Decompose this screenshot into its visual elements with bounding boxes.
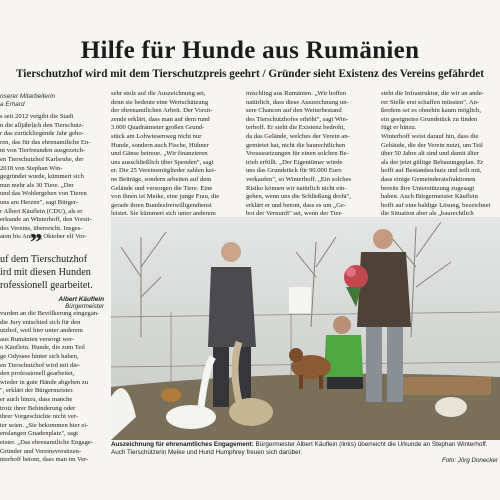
text-line: steht die Infrastruktur, die wir an ande- — [381, 90, 484, 97]
text-line: ter seien. „Sie bekommen hier ei- — [0, 421, 89, 429]
text-line: uns das Grundstück für 90.000 Euro — [246, 167, 342, 175]
text-line: Gebäude, die der Verein nutzt, um Teil — [381, 141, 483, 149]
text-line: utzhof, weil hier unter anderem — [0, 327, 83, 335]
text-line: verkaufen", so Winterhoff. „Ein solches — [246, 175, 352, 183]
byline — [0, 93, 55, 109]
text-line: denn sie bedeute eine Wertschätzung — [111, 98, 209, 106]
text-line: rofessionell gearbeitet. — [0, 279, 93, 291]
text-line: Gelände und versorgen die Tiere. Eine — [111, 184, 213, 192]
article-photo — [111, 217, 500, 440]
text-line: uf dem Tierschutzhof — [0, 254, 88, 265]
text-line: ne Beiträge, sondern arbeiten auf dem — [111, 175, 212, 183]
caption-bold: Auszeichnung für ehrenamtliches Engagement: — [111, 441, 254, 448]
text-line: leistet. Sie kümmert sich unter anderem — [111, 210, 216, 218]
subheadline: Tierschutzhof wird mit dem Tierschutzpreis geehrt / Gründer sieht Existenz des Vereins gefährdet — [16, 68, 484, 80]
pull-quote — [0, 230, 104, 311]
quote-role: Bürgermeister — [65, 303, 104, 311]
text-line: 3.000 Quadratmeter großen Grund- — [111, 124, 205, 132]
text-line: von ihnen ist Meike, eine junge Frau, die — [111, 193, 220, 201]
text-line: er auch hinzu, dass manche — [0, 395, 73, 403]
text-line: uns am Herzen", sagt Bürger- — [0, 198, 79, 206]
column-2 — [111, 90, 235, 228]
text-line: erkunde an Winterhoff, den Vorsit- — [0, 216, 92, 224]
headline: Hilfe für Hunde aus Rumänien — [80, 37, 420, 64]
text-line: nterhoff betont, dass man im Ver- — [0, 456, 89, 464]
text-line: hofft auf eine baldige Lösung, bezeichnet — [381, 201, 491, 209]
text-line: enslangen Gnadenplatz", sagt — [0, 430, 78, 438]
text-line: stück am Lohwiesenweg nicht nur — [111, 132, 202, 140]
text-line: bereits ihre Unterstützung zugesagt — [381, 184, 475, 192]
text-line: Gründer und Vereinsvorsitzen- — [0, 447, 82, 455]
text-line: des Tierschutzhofes erhöht", sagt Win- — [246, 115, 349, 123]
text-line: dass einige Gemeinderatsfraktionen — [381, 175, 476, 183]
text-line: en Tierschutzhof wird mit die- — [0, 361, 81, 369]
text-line: wieder in gute Hände abgeben zu — [0, 378, 89, 386]
text-line: en Tierschutzhof Karlsruhe, der — [0, 155, 84, 163]
text-line: r Albert Käuflein (CDU), als er — [0, 207, 83, 215]
quote-text — [0, 254, 104, 292]
text-line: gehen, wenn uns die Schließung droht", — [246, 193, 352, 201]
text-line: sehr stolz auf die Auszeichnung sei, — [111, 90, 206, 97]
text-line: mischling aus Rumänien. „Wir hoffen — [246, 90, 347, 97]
text-line: haben. Auch Bürgermeister Käuflein — [381, 193, 478, 201]
text-line: ge Odyssee hinter sich haben, — [0, 352, 79, 360]
text-line: des Vereins, überreicht. Insges- — [0, 224, 83, 232]
text-line: n die alljährlich den Tierschutz- — [0, 121, 84, 129]
text-line: da das Gelände, welches der Verein an- — [246, 132, 350, 140]
text-line: erklärt er und betont, dass es um „Ge- — [246, 201, 346, 209]
photo-credit: Foto: Jörg Donecker — [441, 457, 498, 464]
quote-mark: ” — [30, 230, 42, 256]
text-line: ird mit diesen Hunden — [0, 266, 91, 278]
text-line: uns ausschließlich über Spenden", sagt — [111, 158, 214, 166]
photo-caption — [111, 441, 500, 457]
text-line: vurden an die Bevölkerung eingegan- — [0, 310, 100, 317]
text-line: ein geeignetes Grundstück zu finden — [381, 115, 478, 123]
column-1-top — [0, 113, 104, 242]
text-line: ihrer Vorgeschichte nicht ver- — [0, 413, 79, 421]
text-line: Winterhoff weist darauf hin, dass die — [381, 132, 479, 140]
text-line: eister. „Das ehrenamtliche Engage- — [0, 438, 94, 446]
wooden-board — [391, 377, 491, 395]
text-line: und das Wohlergehen von Tieren — [0, 190, 87, 198]
certificate — [289, 287, 311, 313]
text-line: Risiko können wir natürlich nicht ein- — [246, 184, 347, 192]
text-line: aren bis Anfang Oktober elf Vor- — [0, 233, 87, 241]
text-line: der ehrenamtlichen Arbeit. Der Vorsit- — [111, 107, 213, 115]
text-line: hofft auf Bestandsschutz und teilt mit, — [381, 167, 482, 175]
text-line: trotz ihrer Behinderung oder — [0, 404, 76, 412]
text-line: als der jetzt gültige Bebauungsplan. Er — [381, 158, 484, 166]
text-line: Voraussetzungen für einen solchen Be- — [246, 150, 349, 158]
byline-role: nserer Mitarbeiterin — [0, 93, 56, 100]
text-line: r das zurückliegende Jahr geho- — [0, 130, 84, 138]
text-line: ßerdem sei es ohnehin kaum möglich, — [381, 107, 481, 115]
text-line: die Jury entschied sich für den — [0, 318, 81, 326]
photo-scene — [111, 217, 500, 440]
column-4 — [381, 90, 500, 228]
text-line: den professionell gearbeitet, — [0, 370, 75, 378]
text-line: gerade ihren Bundesfreiwilligendienst — [111, 201, 212, 209]
text-line: nt von Tierfreunden ausgezeich- — [0, 147, 86, 155]
byline-name: a Erhard — [0, 101, 25, 108]
text-line: s seit 2012 vergibt die Stadt — [0, 113, 74, 120]
text-line: nun mehr als 30 Tiere. „Der — [0, 181, 74, 189]
caption-line-2: Auch Tierschützerin Meike und Hund Humphrey freuen sich darüber. — [111, 449, 303, 456]
text-line: ", erklärt der Bürgermeister. — [0, 387, 74, 395]
text-line: über 50 Jahre alt sind und damit älter — [381, 150, 479, 158]
text-line: terhoff. Er sieht die Existenz bedroht, — [246, 124, 345, 132]
text-line: die Situation aber als „baurechtlich — [381, 210, 474, 218]
text-line: bot der Vernunft" sei, wenn der Tier- — [246, 210, 343, 218]
column-1-bottom — [0, 310, 104, 465]
text-line: natürlich, dass diese Auszeichnung un- — [246, 98, 349, 106]
text-line: sere Chancen auf den Weiterbestand — [246, 107, 342, 115]
text-line: aus Rumänien versorgt wer- — [0, 335, 75, 343]
text-line: 2018 von Stephan Win- — [0, 164, 63, 172]
text-line: o Käuflein. Hunde, die zum Teil — [0, 344, 85, 352]
text-line: zende erklärt, dass man auf dem rund — [111, 115, 210, 123]
text-line: gemietet hat, nicht die baurechtlichen — [246, 141, 346, 149]
text-line: rer Stelle erst schaffen müssten". An- — [381, 98, 480, 106]
text-line: gegründet wurde, kümmert sich — [0, 173, 84, 181]
text-line: fügt er hinzu. — [381, 124, 417, 132]
text-line: Hunde, sondern auch Fische, Hühner — [111, 141, 209, 149]
quote-author: Albert Käuflein — [58, 296, 104, 304]
caption-rest: Bürgermeister Albert Käuflein (links) überreicht die Urkunde an Stephan Winterhoff. — [253, 441, 488, 448]
text-line: er. Die 25 Vereinsmitglieder zahlen kei- — [111, 167, 216, 175]
text-line: ren, das für das ehrenamtliche En- — [0, 138, 91, 146]
text-line: und Gänse betreue. „Wir finanzieren — [111, 150, 208, 158]
column-3 — [246, 90, 370, 228]
text-line: trieb erfüllt. „Der Eigentümer würde — [246, 158, 343, 166]
